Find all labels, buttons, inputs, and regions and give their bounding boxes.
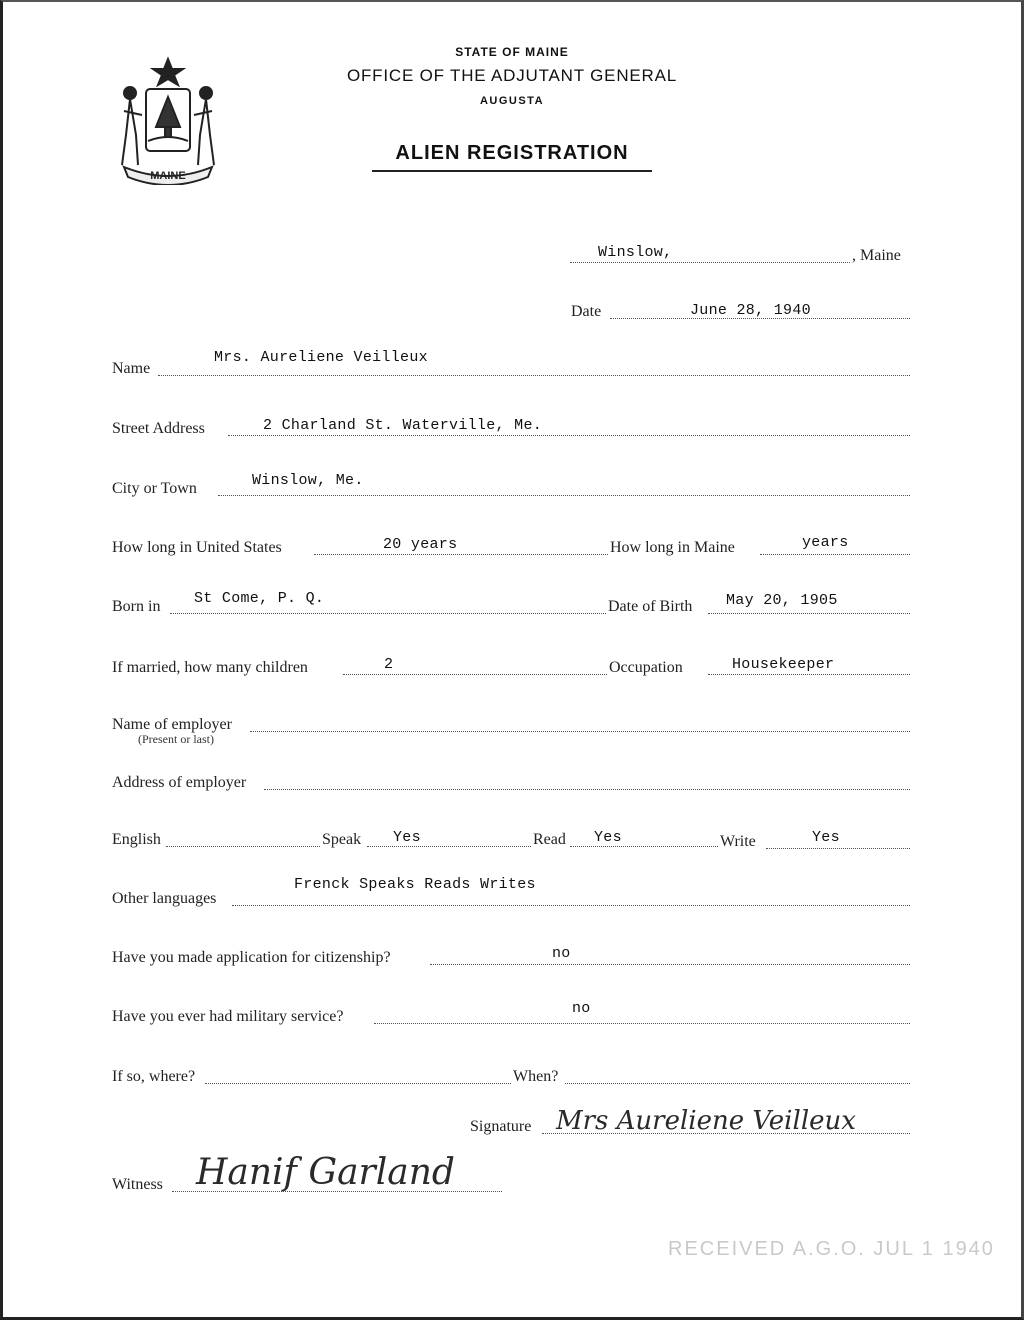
us-years-value: 20 years	[383, 536, 458, 553]
speak-label: Speak	[322, 831, 362, 848]
dob-label: Date of Birth	[608, 598, 693, 615]
employer-name-label: Name of employer	[112, 716, 232, 733]
read-value: Yes	[594, 829, 622, 846]
where-label: If so, where?	[112, 1068, 196, 1085]
title-underline	[372, 170, 652, 172]
read-label: Read	[533, 831, 566, 848]
name-label: Name	[112, 360, 151, 377]
city-heading: AUGUSTA	[479, 95, 545, 107]
employer-name-sublabel: (Present or last)	[138, 732, 214, 746]
witness-label: Witness	[112, 1176, 163, 1193]
citizenship-label: Have you made application for citizenship?	[112, 949, 391, 966]
date-label: Date	[571, 303, 602, 320]
military-value: no	[572, 1000, 591, 1017]
dob-value: May 20, 1905	[726, 592, 838, 609]
signature-value: Mrs Aureliene Veilleux	[556, 1106, 856, 1136]
other-languages-value: Frenck Speaks Reads Writes	[294, 876, 536, 893]
signature-label: Signature	[470, 1118, 532, 1135]
children-label: If married, how many children	[112, 659, 308, 676]
seal-ribbon-text: MAINE	[150, 170, 186, 182]
witness-signature: Hanif Garland	[196, 1152, 455, 1193]
form-title: ALIEN REGISTRATION	[395, 142, 629, 164]
received-stamp: RECEIVED A.G.O. JUL 1 1940	[668, 1238, 995, 1260]
office-heading: OFFICE OF THE ADJUTANT GENERAL	[346, 66, 678, 85]
write-label: Write	[720, 833, 756, 850]
occupation-label: Occupation	[609, 659, 683, 676]
speak-value: Yes	[393, 829, 421, 846]
english-label: English	[112, 831, 161, 848]
military-label: Have you ever had military service?	[112, 1008, 344, 1025]
date-value: June 28, 1940	[690, 302, 811, 319]
us-years-label: How long in United States	[112, 539, 282, 556]
city-value: Winslow, Me.	[252, 472, 364, 489]
when-label: When?	[513, 1068, 559, 1085]
city-label: City or Town	[112, 480, 197, 497]
born-in-value: St Come, P. Q.	[194, 590, 325, 607]
citizenship-value: no	[552, 945, 571, 962]
other-languages-label: Other languages	[112, 890, 217, 907]
write-value: Yes	[812, 829, 840, 846]
employer-address-label: Address of employer	[112, 774, 247, 791]
street-value: 2 Charland St. Waterville, Me.	[263, 417, 543, 434]
state-heading: STATE OF MAINE	[455, 45, 569, 59]
children-value: 2	[384, 656, 394, 673]
place-suffix: , Maine	[852, 247, 901, 264]
name-value: Mrs. Aureliene Veilleux	[214, 349, 428, 366]
maine-years-value: years	[802, 534, 849, 551]
maine-years-label: How long in Maine	[610, 539, 735, 556]
occupation-value: Housekeeper	[732, 656, 835, 673]
place-value: Winslow,	[598, 244, 673, 261]
street-label: Street Address	[112, 420, 205, 437]
born-in-label: Born in	[112, 598, 161, 615]
